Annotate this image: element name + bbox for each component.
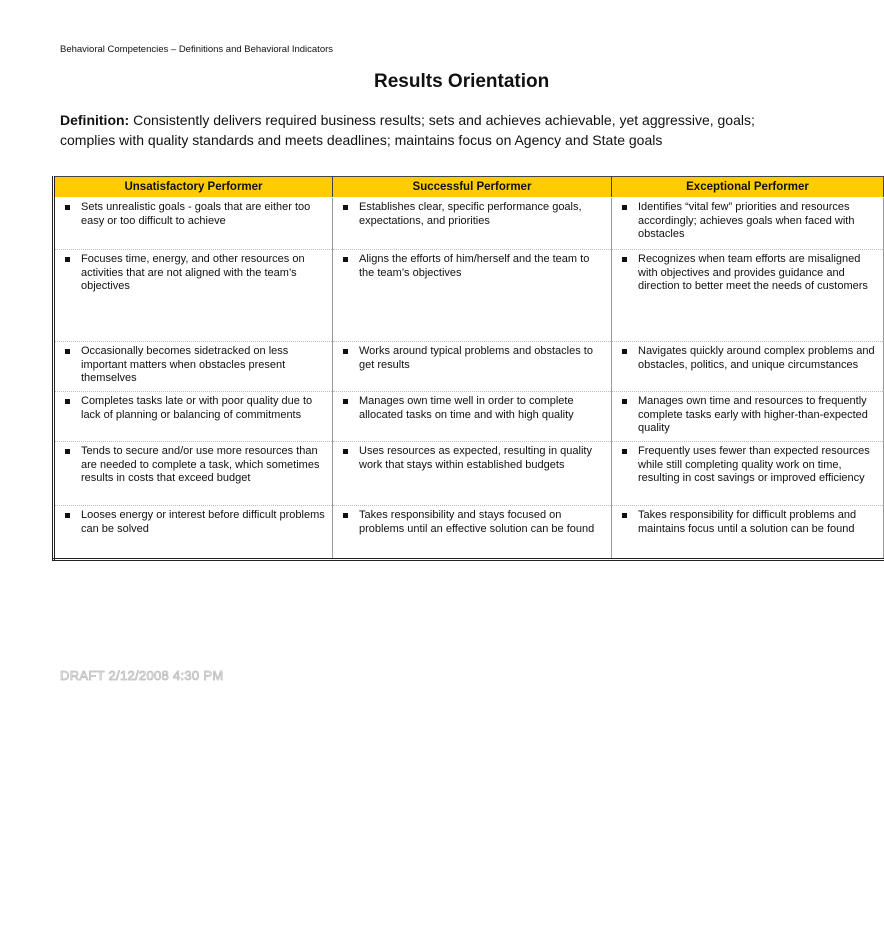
indicator-text: Takes responsibility and stays focused on problems until an effective solution can be found bbox=[359, 509, 595, 535]
table-row bbox=[54, 198, 884, 250]
cell-exceptional bbox=[612, 392, 884, 442]
square-bullet-icon bbox=[622, 513, 627, 518]
indicator-text: Identifies “vital few” priorities and resources accordingly; achieves goals when faced with obstacles bbox=[638, 201, 855, 240]
square-bullet-icon bbox=[65, 257, 70, 262]
page-title: Results Orientation bbox=[374, 71, 550, 92]
indicator-text: Aligns the efforts of him/herself and the team to the team’s objectives bbox=[359, 253, 590, 279]
table-row bbox=[54, 342, 884, 392]
cell-unsatisfactory bbox=[54, 506, 333, 560]
indicator-text: Takes responsibility for difficult problems and maintains focus until a solution can be found bbox=[638, 509, 857, 535]
cell-unsatisfactory bbox=[54, 198, 333, 250]
cell-successful bbox=[333, 342, 612, 392]
square-bullet-icon bbox=[65, 205, 70, 210]
cell-exceptional bbox=[612, 342, 884, 392]
column-header-unsatisfactory: Unsatisfactory Performer bbox=[54, 177, 333, 198]
square-bullet-icon bbox=[622, 257, 627, 262]
cell-exceptional bbox=[612, 506, 884, 560]
cell-exceptional bbox=[612, 198, 884, 250]
square-bullet-icon bbox=[622, 449, 627, 454]
indicator-text: Recognizes when team efforts are misaligned with objectives and provides guidance and direction to better meet the needs of customers bbox=[638, 253, 868, 292]
square-bullet-icon bbox=[343, 513, 348, 518]
indicator-text: Works around typical problems and obstacles to get results bbox=[359, 345, 593, 371]
indicator-text: Tends to secure and/or use more resources than are needed to complete a task, which sometimes results in costs that exceed budget bbox=[81, 445, 320, 484]
square-bullet-icon bbox=[343, 257, 348, 262]
square-bullet-icon bbox=[65, 513, 70, 518]
column-header-exceptional: Exceptional Performer bbox=[612, 177, 884, 198]
cell-successful bbox=[333, 442, 612, 506]
cell-unsatisfactory bbox=[54, 342, 333, 392]
cell-unsatisfactory bbox=[54, 392, 333, 442]
indicator-text: Frequently uses fewer than expected resources while still completing quality work on time, resulting in cost savings or improved efficiency bbox=[638, 445, 870, 484]
square-bullet-icon bbox=[65, 349, 70, 354]
indicator-text: Navigates quickly around complex problems and obstacles, politics, and unique circumstances bbox=[638, 345, 875, 371]
indicator-text: Establishes clear, specific performance goals, expectations, and priorities bbox=[359, 201, 582, 227]
square-bullet-icon bbox=[622, 205, 627, 210]
table-row bbox=[54, 506, 884, 560]
cell-exceptional bbox=[612, 442, 884, 506]
square-bullet-icon bbox=[622, 399, 627, 404]
column-header-successful: Successful Performer bbox=[333, 177, 612, 198]
cell-unsatisfactory bbox=[54, 442, 333, 506]
indicator-text: Completes tasks late or with poor quality due to lack of planning or balancing of commitments bbox=[81, 395, 313, 421]
indicator-text: Manages own time well in order to complete allocated tasks on time and with high quality bbox=[359, 395, 574, 421]
cell-successful bbox=[333, 506, 612, 560]
table-row bbox=[54, 392, 884, 442]
definition-line-1: Consistently delivers required business results; sets and achieves achievable, yet aggressive, goals; bbox=[129, 112, 755, 128]
definition bbox=[60, 110, 820, 150]
cell-exceptional bbox=[612, 250, 884, 342]
table-header-row bbox=[54, 177, 884, 198]
indicator-text: Sets unrealistic goals - goals that are either too easy or too difficult to achieve bbox=[81, 201, 311, 227]
square-bullet-icon bbox=[65, 399, 70, 404]
square-bullet-icon bbox=[622, 349, 627, 354]
behavioral-indicators-table-wrapper bbox=[52, 176, 875, 561]
square-bullet-icon bbox=[65, 449, 70, 454]
square-bullet-icon bbox=[343, 349, 348, 354]
square-bullet-icon bbox=[343, 399, 348, 404]
indicator-text: Manages own time and resources to frequently complete tasks early with higher-than-expected quality bbox=[638, 395, 868, 434]
indicator-text: Looses energy or interest before difficult problems can be solved bbox=[81, 509, 325, 535]
table-row bbox=[54, 250, 884, 342]
definition-label: Definition: bbox=[60, 112, 130, 128]
cell-successful bbox=[333, 198, 612, 250]
cell-successful bbox=[333, 250, 612, 342]
behavioral-indicators-table bbox=[52, 176, 884, 561]
definition-line-2: complies with quality standards and meets deadlines; maintains focus on Agency and State goals bbox=[60, 132, 663, 148]
running-header: Behavioral Competencies – Definitions and Behavioral Indicators bbox=[60, 44, 334, 55]
table-row bbox=[54, 442, 884, 506]
indicator-text: Focuses time, energy, and other resources on activities that are not aligned with the team’s objectives bbox=[81, 253, 305, 292]
cell-unsatisfactory bbox=[54, 250, 333, 342]
draft-footer: DRAFT 2/12/2008 4:30 PM bbox=[60, 668, 224, 683]
cell-successful bbox=[333, 392, 612, 442]
square-bullet-icon bbox=[343, 449, 348, 454]
indicator-text: Occasionally becomes sidetracked on less important matters when obstacles present themselves bbox=[81, 345, 289, 384]
indicator-text: Uses resources as expected, resulting in quality work that stays within established budgets bbox=[359, 445, 592, 471]
square-bullet-icon bbox=[343, 205, 348, 210]
